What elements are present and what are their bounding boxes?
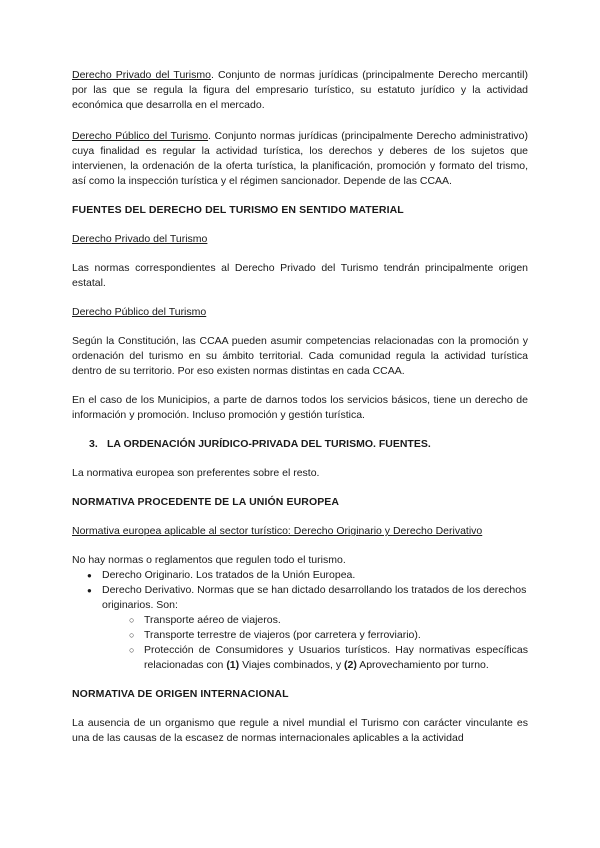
definition-public-text: . Conjunto normas jurídicas (principalmente Derecho administrativo) cuya finalidad es regular la actividad turística, los derechos y deberes de los sujetos que intervienen, la ordenación de la oferta turística, la planificación, promoción y formato del trismo, así como la inspección turística y el régimen sancionador. Depende de las CCAA. <box>72 130 528 187</box>
paragraph-private: Las normas correspondientes al Derecho Privado del Turismo tendrán principalmente origen estatal. <box>72 262 528 289</box>
section-3-heading <box>72 437 528 452</box>
list-item <box>72 643 528 673</box>
subheading-public <box>72 305 528 320</box>
subheading-ue-text: Normativa europea aplicable al sector turístico: Derecho Originario y Derecho Derivativo <box>72 525 483 537</box>
section-3-number: 3. <box>89 438 98 450</box>
term-private: Derecho Privado del Turismo <box>72 69 211 81</box>
document-page <box>72 68 528 746</box>
number-1: (1) <box>226 659 240 671</box>
subheading-public-text: Derecho Público del Turismo <box>72 306 207 318</box>
definition-public <box>72 129 528 189</box>
subheading-private: Derecho Privado del Turismo <box>72 233 208 245</box>
list-item <box>72 613 528 628</box>
list-item <box>72 628 528 643</box>
sub-bullet-consumidores: Protección de Consumidores y Usuarios turísticos. Hay normativas específicas relacionadas con <box>144 644 528 671</box>
sub-bullet-aprovechamiento: Aprovechamiento por turno. <box>356 659 489 671</box>
paragraph-public: Según la Constitución, las CCAA pueden asumir competencias relacionadas con la promoción y ordenación del turismo en su ámbito territorial. Cada comunidad regula la actividad turística dentro de su territorio. Por eso existen normas distintas en cada CCAA. <box>72 335 528 377</box>
sub-bullet-terrestre: Transporte terrestre de viajeros (por carretera y ferroviario). <box>144 629 421 641</box>
bullet-originario: Derecho Originario. Los tratados de la Unión Europea. <box>102 569 356 581</box>
bullet-list <box>72 568 528 673</box>
number-2: (2) <box>344 659 357 671</box>
sub-bullet-viajes: Viajes combinados, y <box>239 659 345 671</box>
section-3-title: LA ORDENACIÓN JURÍDICO-PRIVADA DEL TURISMO. FUENTES. <box>107 438 431 450</box>
subheading-ue <box>72 524 528 539</box>
list-item <box>72 583 528 613</box>
heading-ue: NORMATIVA PROCEDENTE DE LA UNIÓN EUROPEA <box>72 496 340 508</box>
paragraph-no-hay: No hay normas o reglamentos que regulen todo el turismo. <box>72 554 346 566</box>
paragraph-normativa: La normativa europea son preferentes sobre el resto. <box>72 467 320 479</box>
term-public: Derecho Público del Turismo <box>72 130 209 142</box>
sub-bullet-aereo: Transporte aéreo de viajeros. <box>144 614 281 626</box>
paragraph-municipios: En el caso de los Municipios, a parte de darnos todos los servicios básicos, tiene un derecho de información y promoción. Incluso promoción y gestión turística. <box>72 394 528 421</box>
definition-private-text: . Conjunto de normas jurídicas (principalmente Derecho mercantil) por las que se regula la figura del empresario turístico, su estatuto jurídico y la actividad económica que desarrolla en el mercado. <box>72 69 528 111</box>
heading-internacional: NORMATIVA DE ORIGEN INTERNACIONAL <box>72 688 289 700</box>
heading-fuentes: FUENTES DEL DERECHO DEL TURISMO EN SENTIDO MATERIAL <box>72 204 404 216</box>
list-item <box>72 568 528 583</box>
paragraph-final: La ausencia de un organismo que regule a nivel mundial el Turismo con carácter vinculante es una de las causas de la escasez de normas internacionales aplicables a la actividad <box>72 717 528 744</box>
bullet-derivativo: Derecho Derivativo. Normas que se han dictado desarrollando los tratados de los derechos originarios. Son: <box>102 584 527 611</box>
definition-private <box>72 68 528 113</box>
